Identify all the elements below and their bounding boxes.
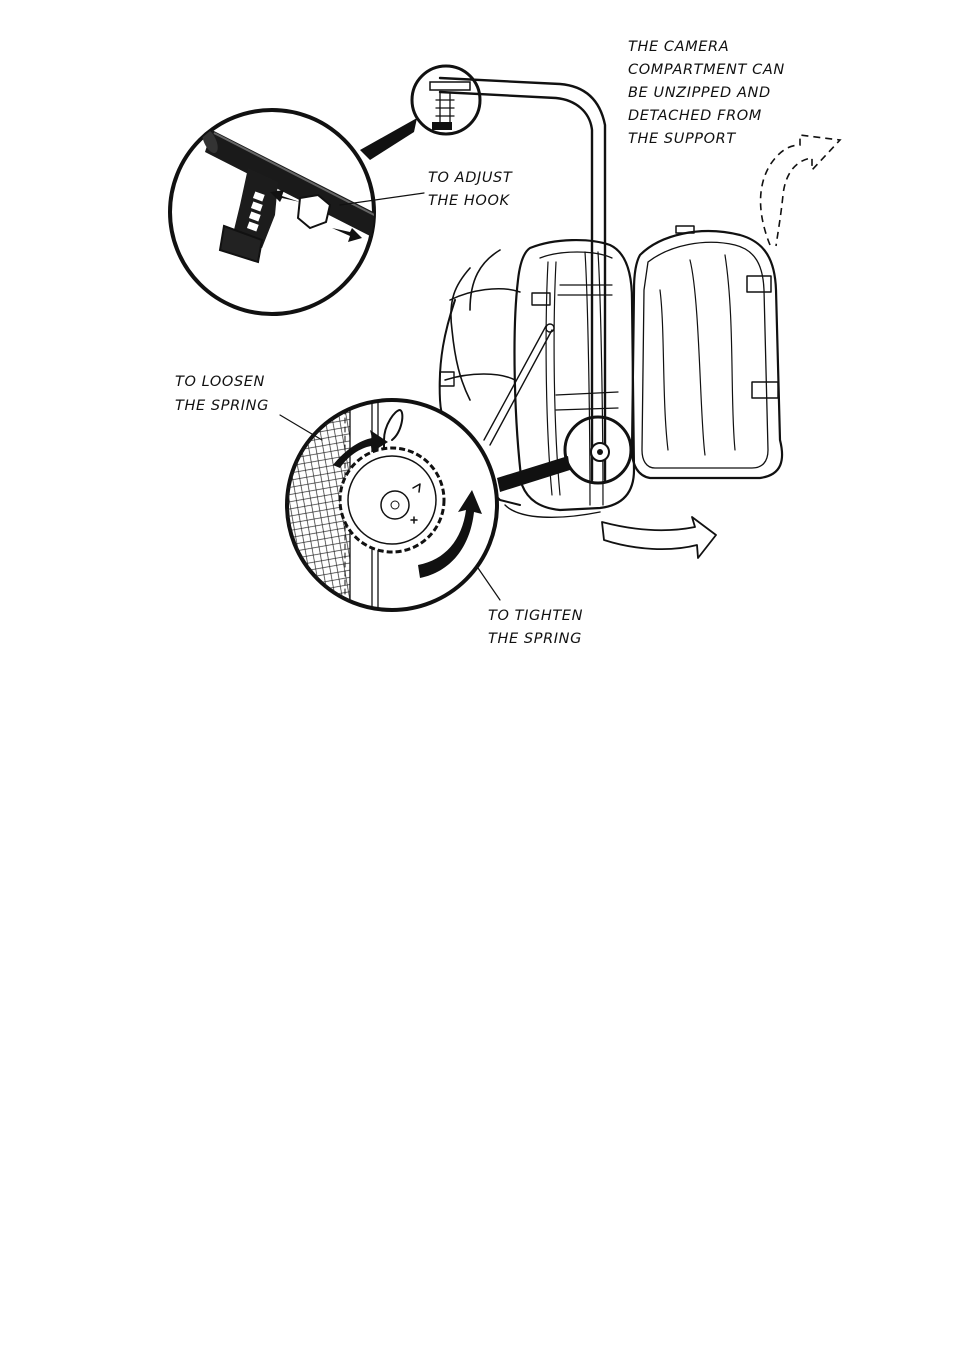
svg-text:BE UNZIPPED AND: BE UNZIPPED AND — [628, 85, 771, 101]
label-adjust-hook — [428, 170, 513, 209]
label-tighten-spring — [488, 608, 583, 647]
svg-text:THE SPRING: THE SPRING — [488, 631, 582, 647]
svg-text:TO LOOSEN: TO LOOSEN — [175, 374, 265, 390]
svg-text:TO TIGHTEN: TO TIGHTEN — [488, 608, 584, 624]
svg-text:THE SPRING: THE SPRING — [175, 398, 269, 414]
svg-text:COMPARTMENT CAN: COMPARTMENT CAN — [628, 62, 785, 78]
svg-text:THE CAMERA: THE CAMERA — [628, 39, 730, 55]
hook-detail-magnifier — [170, 66, 480, 314]
rotate-arrow-icon — [602, 517, 716, 558]
detach-arrow-icon — [761, 135, 840, 246]
camera-compartment — [632, 226, 782, 478]
label-camera-compartment — [628, 39, 785, 147]
svg-text:TO ADJUST: TO ADJUST — [428, 170, 513, 186]
support-pole — [440, 78, 605, 480]
svg-text:THE SUPPORT: THE SUPPORT — [628, 131, 736, 147]
label-loosen-spring — [175, 374, 269, 414]
svg-text:THE HOOK: THE HOOK — [428, 193, 510, 209]
svg-text:DETACHED FROM: DETACHED FROM — [628, 108, 762, 124]
